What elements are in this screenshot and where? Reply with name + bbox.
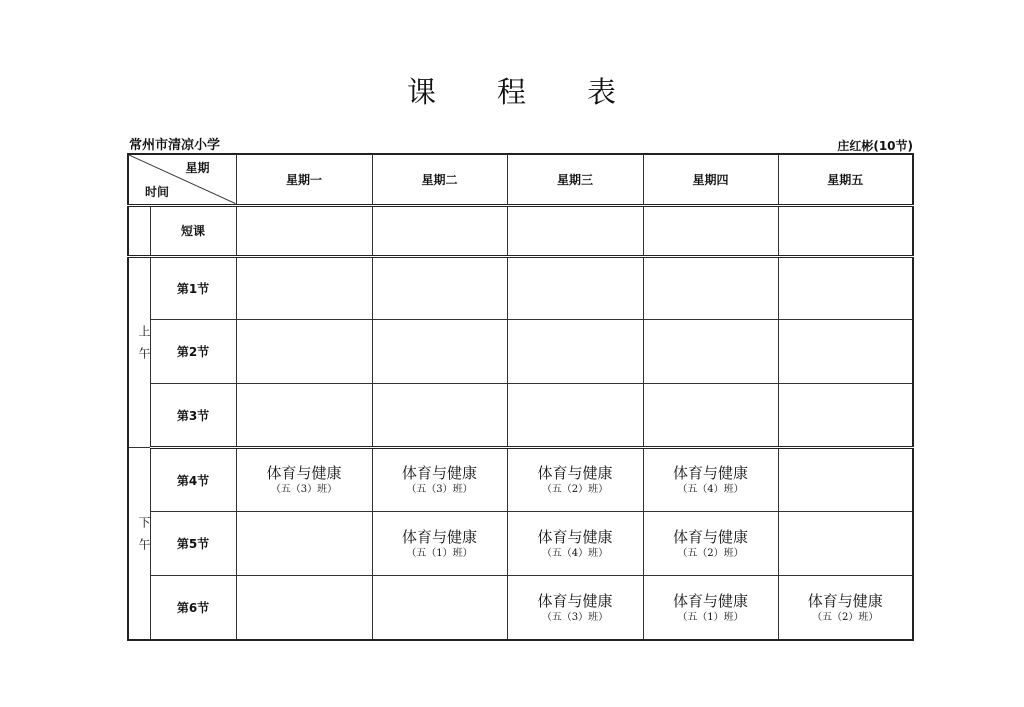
short-class-blank (128, 205, 150, 256)
cell (643, 319, 778, 383)
class-name: （五（2）班） (677, 547, 744, 559)
cell (236, 383, 372, 447)
cell (778, 383, 913, 447)
teacher-name: 庄红彬(10节) (837, 139, 913, 153)
header-row (128, 154, 913, 205)
cell (778, 256, 913, 319)
class-name: （五（2）班） (812, 611, 879, 623)
period-row-1 (128, 256, 913, 319)
subject: 体育与健康 (401, 464, 477, 483)
cell (372, 205, 507, 256)
period-row-6 (128, 576, 913, 640)
period-row-2 (128, 319, 913, 383)
title-char-1: 课 (406, 75, 437, 109)
schedule-cell (643, 512, 778, 576)
period-label-5: 第5节 (150, 512, 236, 576)
day-header-fri: 星期五 (778, 154, 913, 205)
period-row-3 (128, 383, 913, 447)
class-name: （五（1）班） (406, 547, 473, 559)
period-row-4 (128, 448, 913, 512)
cell (236, 205, 372, 256)
afternoon-text: 下午 (137, 516, 151, 561)
title-char-2: 程 (496, 75, 527, 109)
cell (778, 205, 913, 256)
period-label-4: 第4节 (150, 448, 236, 512)
cell (643, 383, 778, 447)
subject: 体育与健康 (537, 527, 613, 546)
corner-time-label: 时间 (145, 184, 170, 199)
class-name: （五（2）班） (541, 484, 609, 496)
class-name: （五（3）班） (270, 484, 338, 496)
morning-label (128, 256, 150, 447)
cell (372, 319, 507, 383)
page-title (0, 70, 1024, 111)
schedule-cell (778, 512, 913, 576)
schedule-cell (372, 512, 507, 576)
period-row-5 (128, 512, 913, 576)
class-name: （五（3）班） (406, 484, 473, 496)
period-label-6: 第6节 (150, 576, 236, 640)
corner-cell (128, 154, 236, 205)
cell (507, 256, 643, 319)
cell (507, 319, 643, 383)
schedule-cell (507, 576, 643, 640)
short-class-row (128, 205, 913, 256)
class-name: （五（4）班） (677, 484, 744, 496)
subject: 体育与健康 (672, 464, 748, 483)
cell (236, 319, 372, 383)
subject: 体育与健康 (807, 591, 883, 610)
subject: 体育与健康 (537, 591, 613, 610)
period-label-2: 第2节 (150, 319, 236, 383)
school-name: 常州市清凉小学 (129, 138, 221, 153)
schedule-cell (507, 512, 643, 576)
cell (236, 256, 372, 319)
subject: 体育与健康 (266, 464, 342, 483)
schedule-cell (643, 576, 778, 640)
cell (643, 256, 778, 319)
corner-day-label: 星期 (185, 161, 210, 175)
period-label-1: 第1节 (150, 256, 236, 319)
schedule-cell (236, 576, 372, 640)
day-header-thu: 星期四 (643, 154, 778, 205)
short-class-label: 短课 (150, 205, 236, 256)
title-char-3: 表 (587, 75, 618, 109)
day-header-tue: 星期二 (372, 154, 507, 205)
cell (372, 383, 507, 447)
cell (507, 383, 643, 447)
schedule-cell (236, 448, 372, 512)
cell (643, 205, 778, 256)
schedule-cell (778, 448, 913, 512)
timetable (127, 153, 914, 641)
period-label-3: 第3节 (150, 383, 236, 447)
class-name: （五（3）班） (541, 611, 609, 623)
subject: 体育与健康 (401, 527, 477, 546)
subject: 体育与健康 (672, 591, 748, 610)
cell (778, 319, 913, 383)
cell (372, 256, 507, 319)
schedule-cell (372, 576, 507, 640)
afternoon-label (128, 448, 150, 640)
class-name: （五（4）班） (541, 547, 609, 559)
schedule-cell (778, 576, 913, 640)
morning-text: 上午 (137, 324, 151, 369)
schedule-cell (507, 448, 643, 512)
schedule-cell (372, 448, 507, 512)
subject: 体育与健康 (537, 464, 613, 483)
cell (507, 205, 643, 256)
day-header-mon: 星期一 (236, 154, 372, 205)
class-name: （五（1）班） (677, 611, 744, 623)
subject: 体育与健康 (672, 527, 748, 546)
day-header-wed: 星期三 (507, 154, 643, 205)
schedule-cell (236, 512, 372, 576)
schedule-cell (643, 448, 778, 512)
